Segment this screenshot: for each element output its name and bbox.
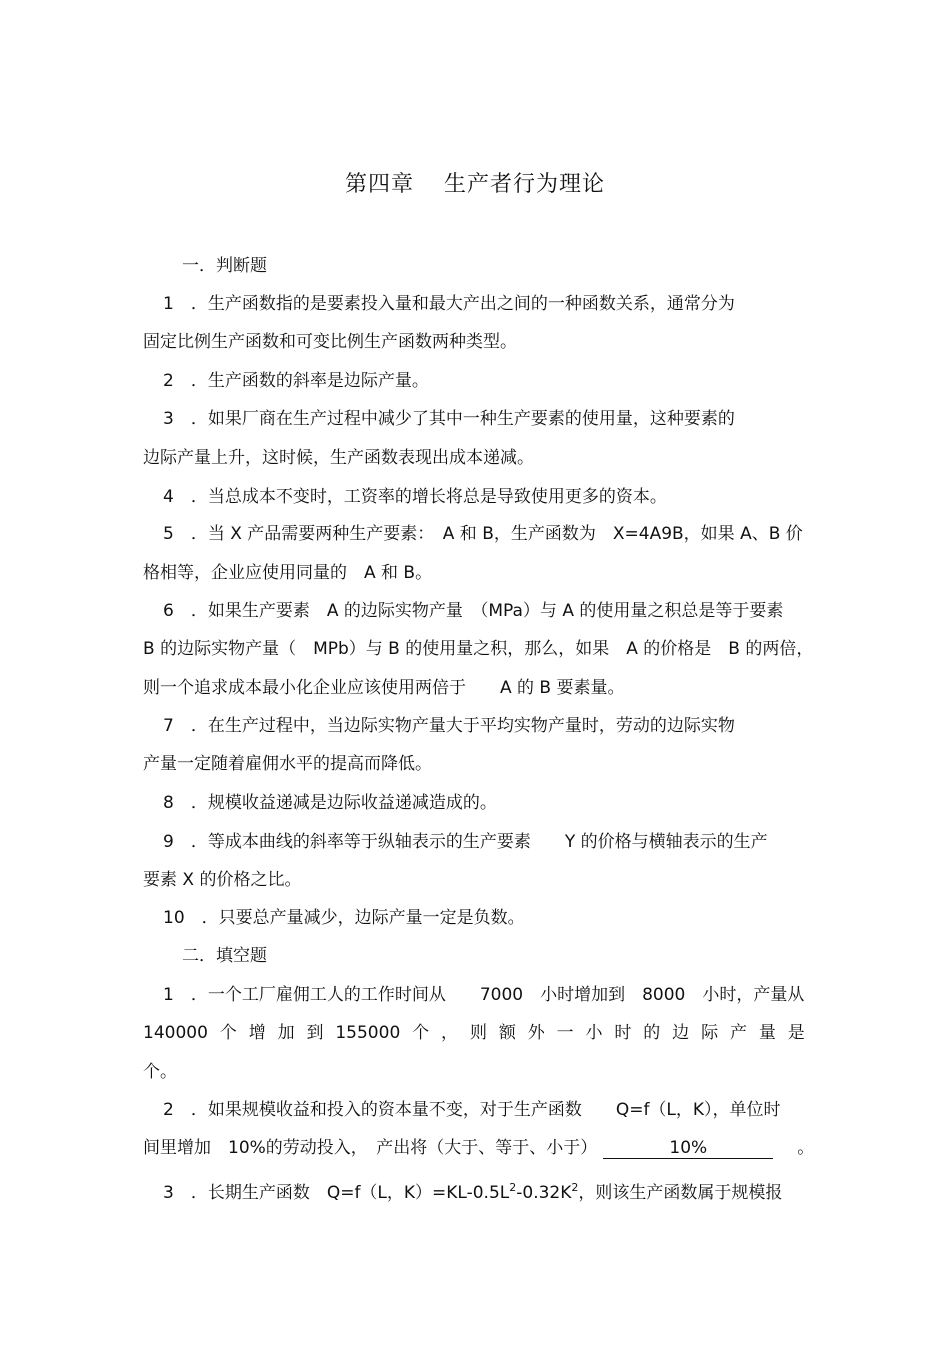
- chapter-title: [0, 167, 950, 198]
- question-8: 8 ．规模收益递减是边际收益递减造成的。: [163, 793, 497, 813]
- question-1-line-1: 1 ．生产函数指的是要素投入量和最大产出之间的一种函数关系，通常分为: [163, 294, 735, 314]
- question-5-line-2: 格相等，企业应使用同量的 A 和 B。: [143, 563, 433, 583]
- exponent: 2: [509, 1181, 517, 1194]
- question-1-line-2: 固定比例生产函数和可变比例生产函数两种类型。: [143, 332, 517, 352]
- fill-question-2-line-1: 2 ．如果规模收益和投入的资本量不变，对于生产函数 Q=f（L，K），单位时: [163, 1100, 781, 1120]
- question-9-line-2: 要素 X 的价格之比。: [143, 870, 302, 890]
- word: 个: [412, 1023, 430, 1043]
- section-heading-judgment: 一．判断题: [182, 256, 267, 276]
- chapter-number: 第四章: [344, 172, 414, 197]
- word: 小: [585, 1023, 603, 1043]
- word: 155000: [335, 1023, 401, 1043]
- question-6-line-2: B 的边际实物产量（ MPb）与 B 的使用量之积，那么，如果 A 的价格是 B 的两倍，: [143, 639, 814, 659]
- word: 个: [219, 1023, 237, 1043]
- fill-question-1-line-3: 个。: [143, 1062, 177, 1082]
- section-heading-fill-in: 二．填空题: [182, 946, 267, 966]
- fill-question-2-text: 间里增加 10%的劳动投入， 产出将（大于、等于、小于）: [143, 1138, 598, 1158]
- answer-blank: 10%: [603, 1138, 773, 1159]
- formula-part: ，则该生产函数属于规模报: [578, 1183, 783, 1203]
- fill-question-1-line-2: [143, 1021, 805, 1045]
- question-2: 2 ．生产函数的斜率是边际产量。: [163, 371, 429, 391]
- question-4: 4 ．当总成本不变时，工资率的增长将总是导致使用更多的资本。: [163, 487, 667, 507]
- question-5-line-1: 5 ．当 X 产品需要两种生产要素： A 和 B，生产函数为 X=4A9B，如果 A、B 价: [163, 524, 803, 544]
- word: 加: [277, 1023, 295, 1043]
- fill-question-3-line-1: [163, 1176, 782, 1205]
- chapter-name: 生产者行为理论: [444, 172, 606, 197]
- question-3-line-1: 3 ．如果厂商在生产过程中减少了其中一种生产要素的使用量，这种要素的: [163, 409, 735, 429]
- question-6-line-1: 6 ．如果生产要素 A 的边际实物产量 （MPa）与 A 的使用量之积总是等于要素: [163, 601, 784, 621]
- word: 际: [701, 1023, 719, 1043]
- word: 140000: [143, 1023, 208, 1043]
- fill-question-2-line-2: [143, 1136, 814, 1160]
- word: 增: [248, 1023, 266, 1043]
- exponent: 2: [571, 1181, 579, 1194]
- word: 的: [643, 1023, 661, 1043]
- word: 产: [729, 1023, 747, 1043]
- question-3-line-2: 边际产量上升，这时候，生产函数表现出成本递减。: [143, 448, 534, 468]
- word: 额: [498, 1023, 516, 1043]
- word: 外: [527, 1023, 545, 1043]
- question-10: 10 ．只要总产量减少，边际产量一定是负数。: [163, 908, 525, 928]
- word: 到: [306, 1023, 324, 1043]
- period: 。: [797, 1138, 815, 1158]
- question-7-line-2: 产量一定随着雇佣水平的提高而降低。: [143, 754, 432, 774]
- word: 量: [758, 1023, 776, 1043]
- word: 是: [787, 1023, 805, 1043]
- word: ，: [441, 1023, 459, 1043]
- word: 一: [556, 1023, 574, 1043]
- word: 则: [469, 1023, 487, 1043]
- question-9-line-1: 9 ．等成本曲线的斜率等于纵轴表示的生产要素 Y 的价格与横轴表示的生产: [163, 832, 768, 852]
- question-7-line-1: 7 ．在生产过程中，当边际实物产量大于平均实物产量时，劳动的边际实物: [163, 716, 735, 736]
- question-6-line-3: 则一个追求成本最小化企业应该使用两倍于 A 的 B 要素量。: [143, 678, 625, 698]
- word: 时: [614, 1023, 632, 1043]
- fill-question-1-line-1: 1 ．一个工厂雇佣工人的工作时间从 7000 小时增加到 8000 小时，产量从: [163, 985, 805, 1005]
- word: 边: [672, 1023, 690, 1043]
- formula-part: -0.32K: [516, 1183, 572, 1203]
- formula-part: 3 ．长期生产函数 Q=f（L，K）=KL-0.5L: [163, 1183, 510, 1203]
